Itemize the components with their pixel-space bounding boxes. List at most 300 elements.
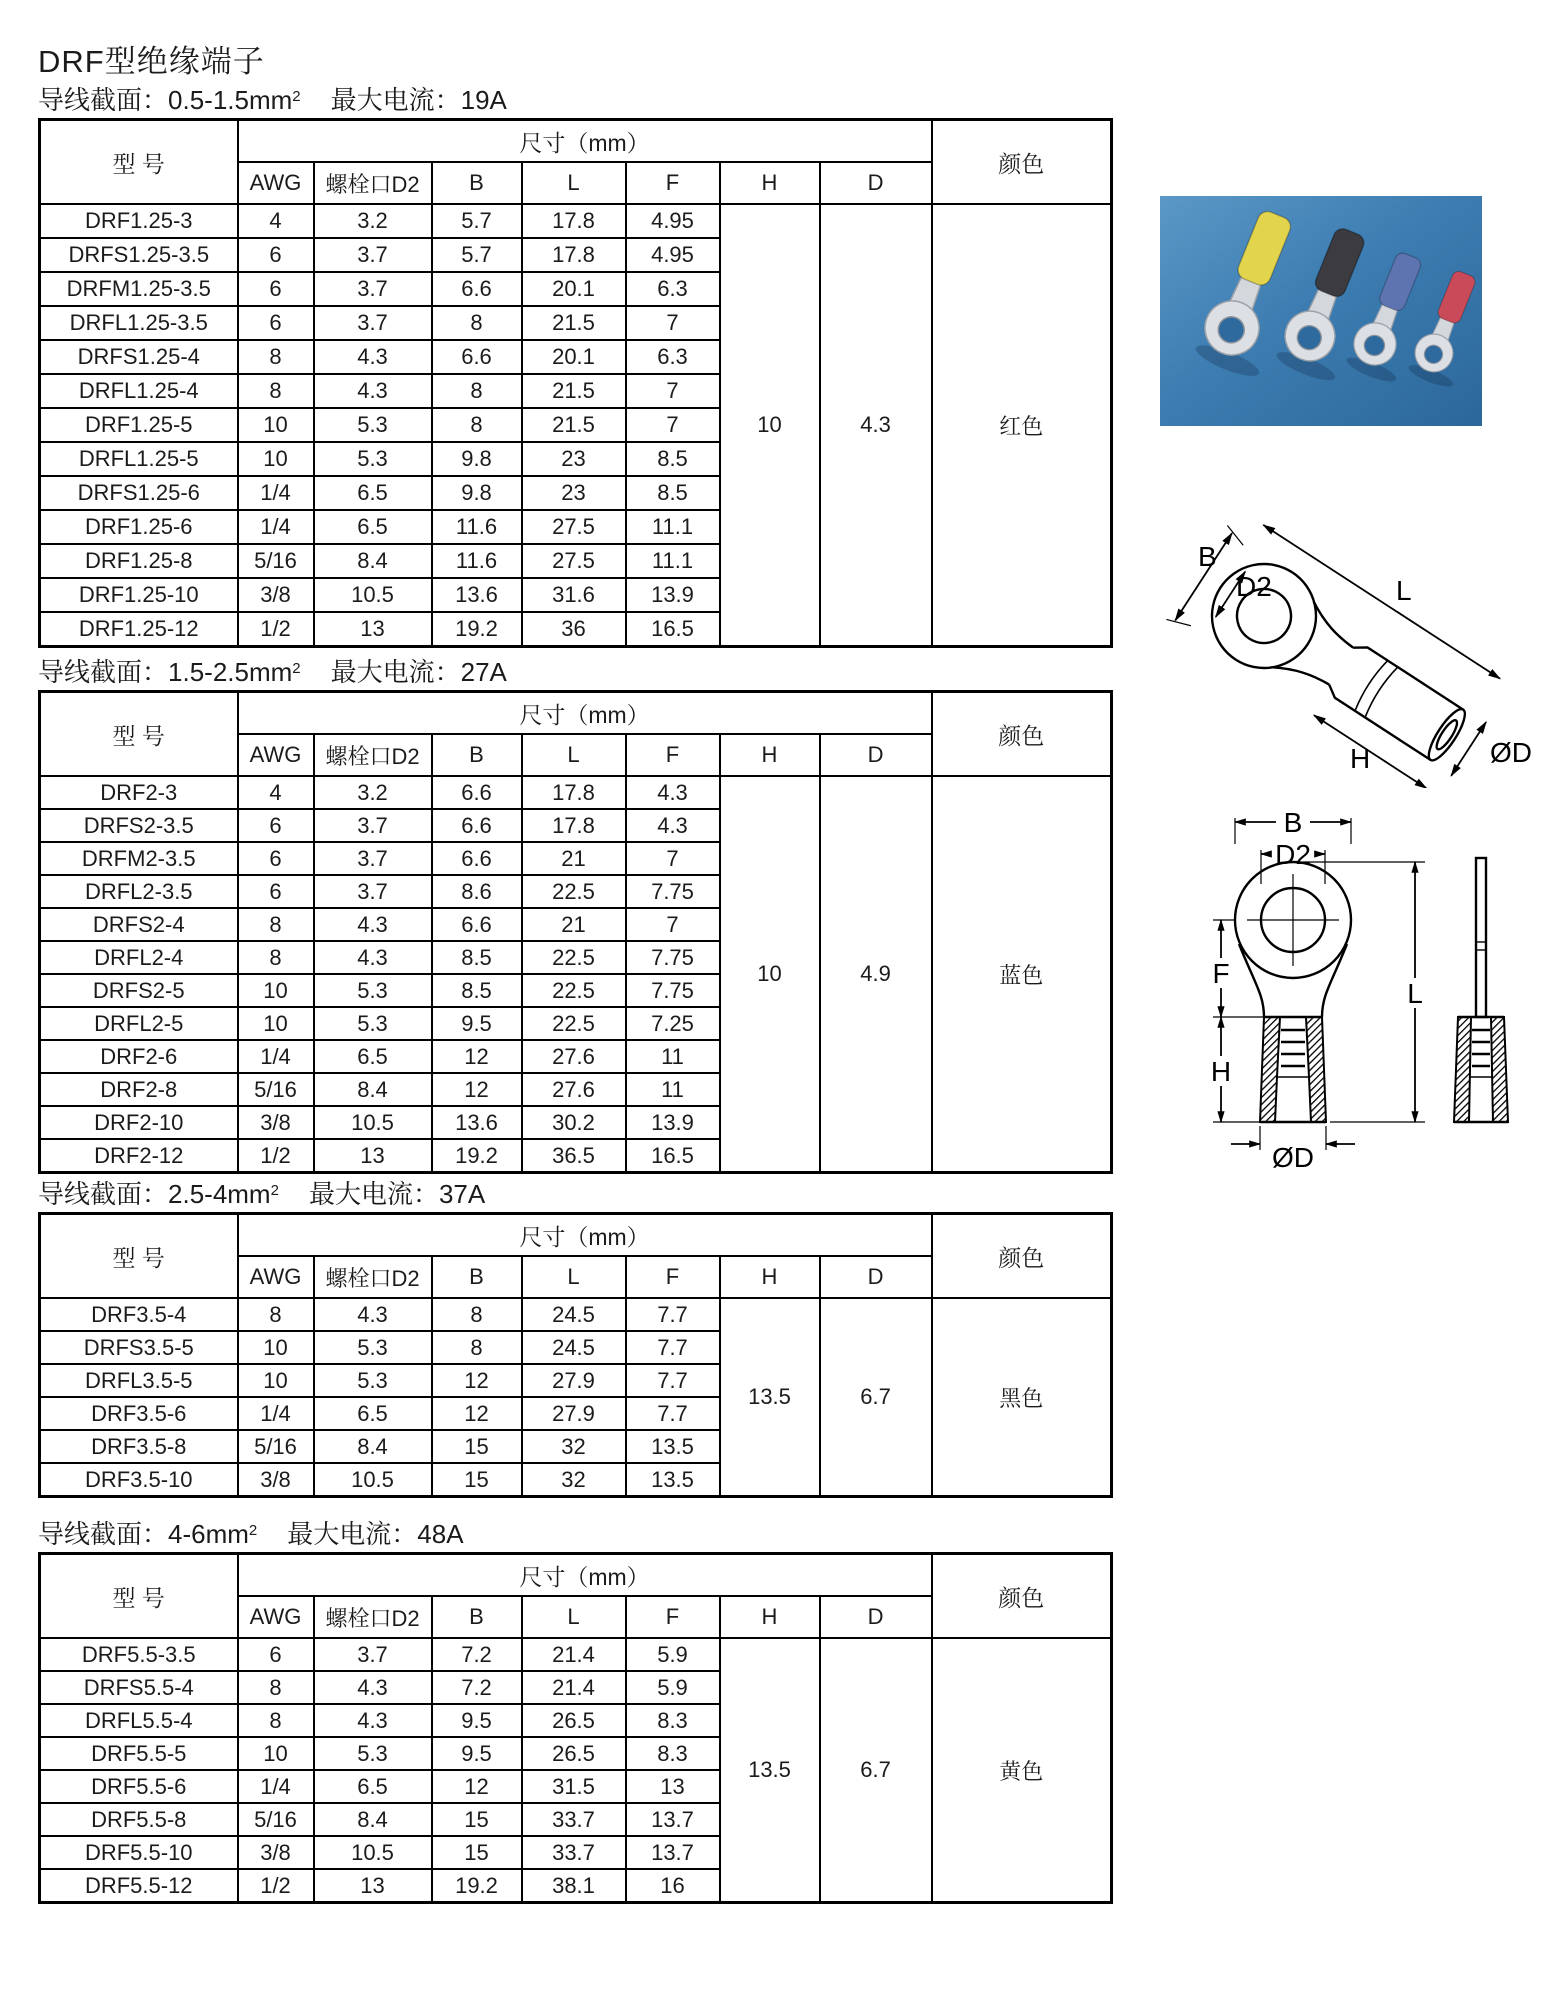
model-cell: DRFL2-5: [40, 1007, 238, 1040]
value-cell: 33.7: [522, 1836, 626, 1869]
value-cell: 31.6: [522, 578, 626, 612]
wire-section-label: 导线截面：: [38, 1519, 169, 1549]
value-cell: 12: [432, 1397, 522, 1430]
value-cell: 3.7: [314, 272, 432, 306]
color-merged-cell: 黑色: [932, 1298, 1112, 1497]
table-body: [40, 204, 1112, 647]
model-cell: DRFL3.5-5: [40, 1364, 238, 1397]
value-cell: 7.7: [626, 1298, 720, 1331]
model-cell: DRFS5.5-4: [40, 1671, 238, 1704]
value-cell: 8: [432, 374, 522, 408]
section-3-title: [38, 1174, 1113, 1212]
value-cell: 9.5: [432, 1737, 522, 1770]
value-cell: 12: [432, 1364, 522, 1397]
value-cell: 8: [432, 408, 522, 442]
wire-section-label: 导线截面：: [38, 85, 169, 115]
value-cell: 3/8: [238, 1106, 314, 1139]
value-cell: 4: [238, 204, 314, 238]
value-cell: 5.7: [432, 204, 522, 238]
value-cell: 7: [626, 908, 720, 941]
col-d: D: [820, 734, 932, 776]
max-current-label: 最大电流：: [330, 657, 461, 687]
value-cell: 27.6: [522, 1073, 626, 1106]
value-cell: 8.5: [626, 476, 720, 510]
value-cell: 27.5: [522, 510, 626, 544]
value-cell: 23: [522, 476, 626, 510]
section-2: [38, 652, 1113, 1174]
value-cell: 10.5: [314, 578, 432, 612]
spec-table-4: [38, 1552, 1113, 1904]
dim-label-h: H: [1350, 743, 1371, 774]
value-cell: 4.3: [314, 374, 432, 408]
value-cell: 5.7: [432, 238, 522, 272]
model-cell: DRF3.5-4: [40, 1298, 238, 1331]
value-cell: 15: [432, 1803, 522, 1836]
value-cell: 10.5: [314, 1106, 432, 1139]
value-cell: 22.5: [522, 1007, 626, 1040]
value-cell: 16.5: [626, 1139, 720, 1173]
model-cell: DRF1.25-8: [40, 544, 238, 578]
value-cell: 7.2: [432, 1638, 522, 1671]
value-cell: 8: [432, 1298, 522, 1331]
size-header: 尺寸（mm）: [238, 692, 932, 735]
value-cell: 4.3: [626, 809, 720, 842]
square-sup: 2: [292, 88, 301, 105]
model-cell: DRF3.5-8: [40, 1430, 238, 1463]
model-cell: DRFL1.25-5: [40, 442, 238, 476]
value-cell: 7.7: [626, 1364, 720, 1397]
value-cell: 33.7: [522, 1803, 626, 1836]
col-f: F: [626, 1256, 720, 1298]
value-cell: 6: [238, 842, 314, 875]
value-cell: 17.8: [522, 204, 626, 238]
value-cell: 21.5: [522, 408, 626, 442]
dim-label-b: B: [1198, 541, 1217, 572]
dim-label-l: L: [1407, 978, 1423, 1009]
value-cell: 10.5: [314, 1836, 432, 1869]
dimension-diagram-image: [1163, 792, 1550, 1170]
front-view: [1235, 862, 1351, 1122]
value-cell: 23: [522, 442, 626, 476]
value-cell: 6.6: [432, 776, 522, 809]
model-cell: DRFM1.25-3.5: [40, 272, 238, 306]
value-cell: 21: [522, 908, 626, 941]
value-cell: 13.9: [626, 1106, 720, 1139]
value-cell: 7: [626, 408, 720, 442]
model-cell: DRF1.25-10: [40, 578, 238, 612]
value-cell: 6.3: [626, 272, 720, 306]
section-1-title: [38, 80, 1113, 118]
value-cell: 1/2: [238, 1869, 314, 1903]
square-sup: 2: [248, 1522, 258, 1539]
value-cell: 6.3: [626, 340, 720, 374]
color-header: 颜色: [932, 692, 1112, 777]
side-view: [1454, 858, 1508, 1122]
model-cell: DRF5.5-6: [40, 1770, 238, 1803]
value-cell: 8: [238, 1298, 314, 1331]
value-cell: 38.1: [522, 1869, 626, 1903]
value-cell: 3.7: [314, 306, 432, 340]
dim-label-d2: D2: [1236, 571, 1272, 602]
col-l: L: [522, 1596, 626, 1638]
col-awg: AWG: [238, 1596, 314, 1638]
value-cell: 10.5: [314, 1463, 432, 1497]
value-cell: 12: [432, 1073, 522, 1106]
model-header: 型 号: [40, 1214, 238, 1299]
value-cell: 8.4: [314, 1073, 432, 1106]
value-cell: 7: [626, 306, 720, 340]
value-cell: 7.7: [626, 1331, 720, 1364]
value-cell: 4.3: [314, 1704, 432, 1737]
dimension-diagram: [1163, 792, 1550, 1170]
value-cell: 24.5: [522, 1331, 626, 1364]
col-d2: 螺栓口D2: [314, 734, 432, 776]
value-cell: 7.2: [432, 1671, 522, 1704]
col-d2: 螺栓口D2: [314, 162, 432, 204]
max-current-value: 37A: [438, 1179, 486, 1209]
value-cell: 21.4: [522, 1671, 626, 1704]
value-cell: 5/16: [238, 1430, 314, 1463]
value-cell: 6.5: [314, 1397, 432, 1430]
value-cell: 6.6: [432, 908, 522, 941]
value-cell: 22.5: [522, 974, 626, 1007]
wire-range: 0.5-1.5mm: [168, 85, 293, 115]
value-cell: 9.5: [432, 1704, 522, 1737]
color-merged-cell: 黄色: [932, 1638, 1112, 1903]
section-4: [38, 1514, 1113, 1904]
dim-label-l: L: [1396, 575, 1412, 606]
value-cell: 6: [238, 875, 314, 908]
value-cell: 4.3: [314, 908, 432, 941]
value-cell: 3.2: [314, 204, 432, 238]
value-cell: 31.5: [522, 1770, 626, 1803]
value-cell: 6.5: [314, 1770, 432, 1803]
value-cell: 7: [626, 842, 720, 875]
value-cell: 4.3: [314, 1298, 432, 1331]
model-cell: DRF1.25-5: [40, 408, 238, 442]
value-cell: 12: [432, 1040, 522, 1073]
table-row: [40, 1298, 1112, 1331]
page-title: DRF型绝缘端子: [38, 44, 265, 79]
value-cell: 8.3: [626, 1737, 720, 1770]
color-merged-cell: 蓝色: [932, 776, 1112, 1173]
value-cell: 11: [626, 1073, 720, 1106]
h-merged-cell: 13.5: [720, 1638, 820, 1903]
spec-table-2: [38, 690, 1113, 1174]
value-cell: 6.6: [432, 842, 522, 875]
col-b: B: [432, 1256, 522, 1298]
col-d: D: [820, 1596, 932, 1638]
value-cell: 1/4: [238, 1770, 314, 1803]
model-cell: DRF3.5-6: [40, 1397, 238, 1430]
model-cell: DRF2-12: [40, 1139, 238, 1173]
table-row: [40, 204, 1112, 238]
model-cell: DRFS1.25-4: [40, 340, 238, 374]
value-cell: 21.5: [522, 374, 626, 408]
value-cell: 3/8: [238, 1463, 314, 1497]
value-cell: 3.7: [314, 1638, 432, 1671]
color-header: 颜色: [932, 1554, 1112, 1639]
value-cell: 5/16: [238, 1073, 314, 1106]
col-f: F: [626, 734, 720, 776]
col-f: F: [626, 162, 720, 204]
col-h: H: [720, 734, 820, 776]
value-cell: 5.3: [314, 1737, 432, 1770]
model-cell: DRFL1.25-3.5: [40, 306, 238, 340]
value-cell: 8.4: [314, 544, 432, 578]
value-cell: 8: [238, 340, 314, 374]
dim-label-d2: D2: [1275, 839, 1311, 870]
model-cell: DRFM2-3.5: [40, 842, 238, 875]
value-cell: 8.6: [432, 875, 522, 908]
col-l: L: [522, 162, 626, 204]
value-cell: 3.7: [314, 238, 432, 272]
model-cell: DRF5.5-3.5: [40, 1638, 238, 1671]
h-merged-cell: 10: [720, 776, 820, 1173]
value-cell: 8: [238, 1671, 314, 1704]
value-cell: 17.8: [522, 776, 626, 809]
col-d: D: [820, 1256, 932, 1298]
value-cell: 11.1: [626, 510, 720, 544]
value-cell: 5/16: [238, 544, 314, 578]
model-cell: DRF2-6: [40, 1040, 238, 1073]
value-cell: 27.5: [522, 544, 626, 578]
product-photo-image: [1160, 196, 1482, 426]
value-cell: 5.9: [626, 1638, 720, 1671]
col-b: B: [432, 162, 522, 204]
value-cell: 7.7: [626, 1397, 720, 1430]
model-cell: DRF2-10: [40, 1106, 238, 1139]
value-cell: 8: [238, 374, 314, 408]
model-cell: DRFS3.5-5: [40, 1331, 238, 1364]
model-cell: DRFL1.25-4: [40, 374, 238, 408]
section-2-title: [38, 652, 1113, 690]
value-cell: 5.3: [314, 974, 432, 1007]
wire-section-label: 导线截面：: [38, 657, 169, 687]
value-cell: 13.6: [432, 1106, 522, 1139]
value-cell: 22.5: [522, 875, 626, 908]
value-cell: 15: [432, 1463, 522, 1497]
wire-section-label: 导线截面：: [38, 1179, 169, 1209]
value-cell: 4.95: [626, 204, 720, 238]
model-cell: DRFL2-3.5: [40, 875, 238, 908]
value-cell: 4.3: [314, 340, 432, 374]
value-cell: 8.5: [432, 974, 522, 1007]
d-merged-cell: 4.3: [820, 204, 932, 647]
value-cell: 8: [238, 1704, 314, 1737]
value-cell: 15: [432, 1430, 522, 1463]
wire-range: 4-6mm: [168, 1519, 249, 1549]
col-d2: 螺栓口D2: [314, 1596, 432, 1638]
max-current-value: 27A: [460, 657, 507, 687]
model-cell: DRF2-8: [40, 1073, 238, 1106]
value-cell: 8: [432, 306, 522, 340]
model-cell: DRF2-3: [40, 776, 238, 809]
value-cell: 10: [238, 442, 314, 476]
value-cell: 6: [238, 238, 314, 272]
h-merged-cell: 10: [720, 204, 820, 647]
section-4-title: [38, 1514, 1113, 1552]
value-cell: 6: [238, 809, 314, 842]
value-cell: 27.9: [522, 1364, 626, 1397]
col-l: L: [522, 1256, 626, 1298]
value-cell: 4.95: [626, 238, 720, 272]
value-cell: 16.5: [626, 612, 720, 647]
value-cell: 6: [238, 306, 314, 340]
perspective-diagram-image: [1164, 488, 1548, 788]
value-cell: 32: [522, 1463, 626, 1497]
value-cell: 15: [432, 1836, 522, 1869]
value-cell: 7.75: [626, 974, 720, 1007]
value-cell: 1/4: [238, 510, 314, 544]
value-cell: 36.5: [522, 1139, 626, 1173]
d-merged-cell: 6.7: [820, 1298, 932, 1497]
product-photo: [1160, 196, 1482, 426]
value-cell: 6.5: [314, 1040, 432, 1073]
value-cell: 13.5: [626, 1463, 720, 1497]
value-cell: 3/8: [238, 1836, 314, 1869]
value-cell: 11.1: [626, 544, 720, 578]
h-merged-cell: 13.5: [720, 1298, 820, 1497]
value-cell: 8: [238, 941, 314, 974]
value-cell: 17.8: [522, 809, 626, 842]
value-cell: 7.25: [626, 1007, 720, 1040]
spec-table-3: [38, 1212, 1113, 1498]
table-row: [40, 776, 1112, 809]
color-merged-cell: 红色: [932, 204, 1112, 647]
value-cell: 5.3: [314, 442, 432, 476]
value-cell: 13.9: [626, 578, 720, 612]
model-cell: DRFL5.5-4: [40, 1704, 238, 1737]
value-cell: 26.5: [522, 1704, 626, 1737]
model-cell: DRFS2-3.5: [40, 809, 238, 842]
value-cell: 9.5: [432, 1007, 522, 1040]
model-cell: DRFS2-5: [40, 974, 238, 1007]
value-cell: 1/2: [238, 612, 314, 647]
value-cell: 12: [432, 1770, 522, 1803]
value-cell: 9.8: [432, 442, 522, 476]
value-cell: 1/2: [238, 1139, 314, 1173]
value-cell: 1/4: [238, 476, 314, 510]
value-cell: 3.2: [314, 776, 432, 809]
value-cell: 5.3: [314, 1331, 432, 1364]
value-cell: 6.5: [314, 510, 432, 544]
value-cell: 20.1: [522, 340, 626, 374]
value-cell: 11.6: [432, 510, 522, 544]
value-cell: 11: [626, 1040, 720, 1073]
value-cell: 27.6: [522, 1040, 626, 1073]
value-cell: 32: [522, 1430, 626, 1463]
value-cell: 5.3: [314, 1364, 432, 1397]
d-merged-cell: 4.9: [820, 776, 932, 1173]
value-cell: 6.5: [314, 476, 432, 510]
value-cell: 13.6: [432, 578, 522, 612]
value-cell: 3/8: [238, 578, 314, 612]
model-cell: DRF1.25-6: [40, 510, 238, 544]
value-cell: 21: [522, 842, 626, 875]
value-cell: 6.6: [432, 340, 522, 374]
value-cell: 3.7: [314, 842, 432, 875]
value-cell: 4.3: [626, 776, 720, 809]
model-cell: DRF3.5-10: [40, 1463, 238, 1497]
model-cell: DRF1.25-12: [40, 612, 238, 647]
value-cell: 6: [238, 272, 314, 306]
col-f: F: [626, 1596, 720, 1638]
value-cell: 7.75: [626, 941, 720, 974]
value-cell: 30.2: [522, 1106, 626, 1139]
value-cell: 4.3: [314, 1671, 432, 1704]
col-h: H: [720, 162, 820, 204]
spec-table-1: [38, 118, 1113, 648]
perspective-diagram: [1164, 488, 1548, 788]
value-cell: 8: [238, 908, 314, 941]
value-cell: 8: [432, 1331, 522, 1364]
value-cell: 10: [238, 1364, 314, 1397]
col-h: H: [720, 1256, 820, 1298]
value-cell: 10: [238, 1007, 314, 1040]
size-header: 尺寸（mm）: [238, 1214, 932, 1257]
value-cell: 26.5: [522, 1737, 626, 1770]
value-cell: 5/16: [238, 1803, 314, 1836]
col-d: D: [820, 162, 932, 204]
model-cell: DRFS1.25-6: [40, 476, 238, 510]
value-cell: 8.4: [314, 1430, 432, 1463]
value-cell: 6: [238, 1638, 314, 1671]
dim-label-od: ØD: [1272, 1142, 1314, 1170]
value-cell: 6.6: [432, 809, 522, 842]
value-cell: 16: [626, 1869, 720, 1903]
value-cell: 27.9: [522, 1397, 626, 1430]
col-l: L: [522, 734, 626, 776]
col-awg: AWG: [238, 734, 314, 776]
value-cell: 9.8: [432, 476, 522, 510]
model-cell: DRF5.5-12: [40, 1869, 238, 1903]
max-current-label: 最大电流：: [287, 1519, 418, 1549]
d-merged-cell: 6.7: [820, 1638, 932, 1903]
model-header: 型 号: [40, 120, 238, 205]
value-cell: 10: [238, 1331, 314, 1364]
value-cell: 22.5: [522, 941, 626, 974]
col-b: B: [432, 734, 522, 776]
value-cell: 1/4: [238, 1397, 314, 1430]
value-cell: 5.3: [314, 1007, 432, 1040]
dim-label-od: ØD: [1490, 737, 1532, 768]
value-cell: 19.2: [432, 1869, 522, 1903]
model-cell: DRF5.5-5: [40, 1737, 238, 1770]
square-sup: 2: [270, 1182, 279, 1199]
col-awg: AWG: [238, 1256, 314, 1298]
model-cell: DRFL2-4: [40, 941, 238, 974]
max-current-value: 19A: [460, 85, 507, 115]
value-cell: 13.5: [626, 1430, 720, 1463]
model-header: 型 号: [40, 1554, 238, 1639]
value-cell: 13.7: [626, 1803, 720, 1836]
model-cell: DRF1.25-3: [40, 204, 238, 238]
value-cell: 1/4: [238, 1040, 314, 1073]
model-cell: DRF5.5-10: [40, 1836, 238, 1869]
table-body: [40, 776, 1112, 1173]
table-body: [40, 1638, 1112, 1903]
value-cell: 36: [522, 612, 626, 647]
dim-label-b: B: [1283, 807, 1303, 838]
value-cell: 10: [238, 974, 314, 1007]
value-cell: 7: [626, 374, 720, 408]
value-cell: 7.75: [626, 875, 720, 908]
value-cell: 17.8: [522, 238, 626, 272]
model-cell: DRFS1.25-3.5: [40, 238, 238, 272]
size-header: 尺寸（mm）: [238, 1554, 932, 1597]
max-current-label: 最大电流：: [330, 85, 461, 115]
